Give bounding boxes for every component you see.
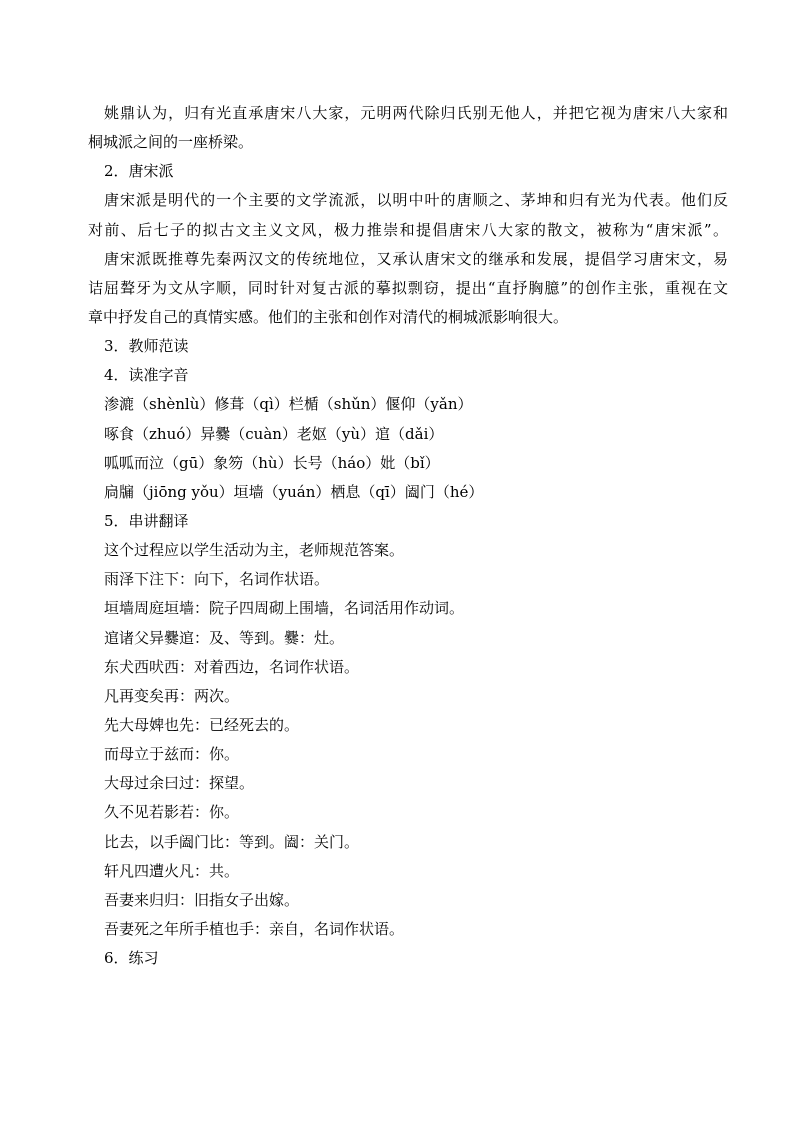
text-line: 而母立于兹而：你。	[104, 745, 240, 764]
document-body	[88, 99, 728, 973]
text-line: 这个过程应以学生活动为主，老师规范答案。	[104, 541, 405, 560]
text-line: 吾妻来归归：旧指女子出嫁。	[104, 890, 300, 909]
text-line: 章中抒发自己的真情实感。他们的主张和创作对清代的桐城派影响很大。	[88, 307, 569, 326]
text-line: 姚鼎认为，归有光直承唐宋八大家，元明两代除归氏别无他人，并把它视为唐宋八大家和	[104, 104, 728, 122]
text-line: 2．唐宋派	[104, 162, 174, 181]
text-line: 大母过余曰过：探望。	[104, 774, 255, 793]
text-line: 唐宋派既推尊先秦两汉文的传统地位，又承认唐宋文的继承和发展，提倡学习唐宋文，易	[104, 249, 728, 268]
text-line: 渗漉（shènlù）修葺（qì）栏楯（shǔn）偃仰（yǎn）	[104, 395, 473, 414]
text-line: 比去，以手阖门比：等到。阖：关门。	[104, 832, 360, 851]
text-line: 东犬西吠西：对着西边，名词作状语。	[104, 657, 360, 676]
text-line: 呱呱而泣（gū）象笏（hù）长号（háo）妣（bǐ）	[104, 453, 440, 472]
text-line: 吾妻死之年所手植也手：亲自，名词作状语。	[104, 919, 405, 938]
text-line: 垣墙周庭垣墙：院子四周砌上围墙，名词活用作动词。	[104, 599, 465, 618]
text-line: 桐城派之间的一座桥梁。	[88, 133, 254, 152]
text-line: 5．串讲翻译	[104, 511, 189, 530]
text-line: 雨泽下注下：向下，名词作状语。	[104, 570, 330, 589]
text-line: 对前、后七子的拟古文主义文风，极力推崇和提倡唐宋八大家的散文，被称为“唐宋派”。	[88, 220, 728, 239]
text-line: 诘屈聱牙为文从字顺，同时针对复古派的摹拟剽窃，提出“直抒胸臆”的创作主张，重视在文	[88, 278, 728, 297]
text-line: 扃牖（jiōng yǒu）垣墙（yuán）栖息（qī）阖门（hé）	[104, 482, 484, 501]
text-line: 啄食（zhuó）异爨（cuàn）老妪（yù）逭（dǎi）	[104, 424, 444, 443]
text-line: 轩凡四遭火凡：共。	[104, 861, 240, 880]
text-line: 凡再变矣再：两次。	[104, 686, 240, 705]
text-line: 先大母婢也先：已经死去的。	[104, 715, 300, 734]
text-line: 唐宋派是明代的一个主要的文学流派，以明中叶的唐顺之、茅坤和归有光为代表。他们反	[104, 191, 728, 210]
text-line: 6．练习	[104, 949, 159, 968]
text-line: 久不见若影若：你。	[104, 803, 240, 822]
text-line: 4．读准字音	[104, 366, 189, 385]
text-line: 逭诸父异爨逭：及、等到。爨：灶。	[104, 628, 345, 647]
text-line: 3．教师范读	[104, 337, 189, 356]
